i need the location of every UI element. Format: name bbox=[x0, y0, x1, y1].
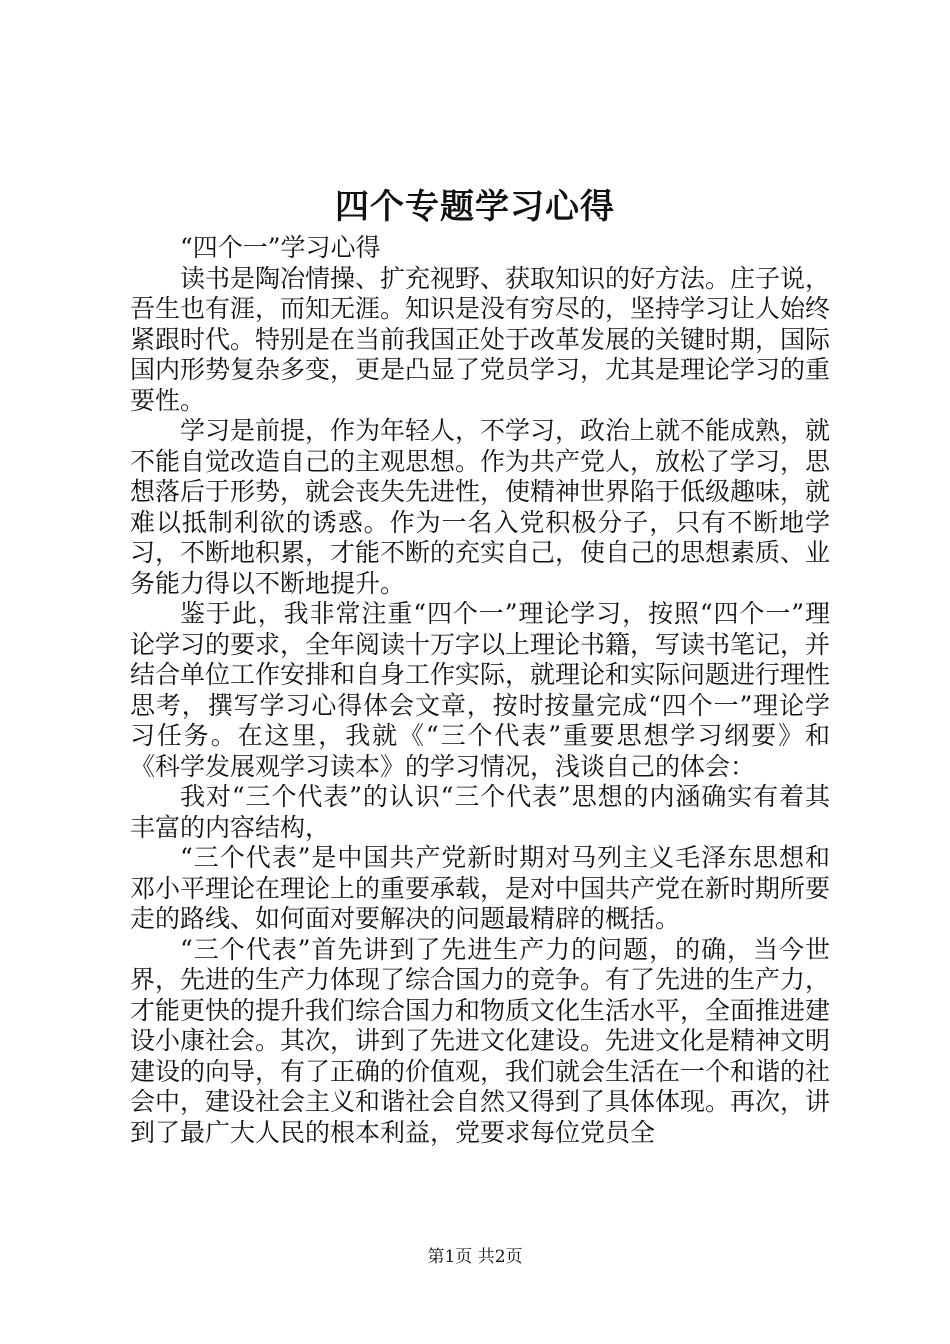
document-title: 四个专题学习心得 bbox=[335, 187, 615, 227]
document-body bbox=[130, 233, 830, 1148]
body-paragraph: “三个代表”是中国共产党新时期对马列主义毛泽东思想和邓小平理论在理论上的重要承载，是对中国共产党在新时期所要走的路线、如何面对要解决的问题最精辟的概括。 bbox=[130, 843, 831, 933]
body-paragraph: 我对“三个代表”的认识“三个代表”思想的内涵确实有着其丰富的内容结构， bbox=[130, 782, 830, 842]
body-paragraph: “四个一”学习心得 bbox=[180, 233, 381, 262]
body-paragraph: 学习是前提，作为年轻人，不学习，政治上就不能成熟，就不能自觉改造自己的主观思想。作为共产党人，放松了学习，思想落后于形势，就会丧失先进性，使精神世界陷于低级趣味，就难以抵制利欲的诱惑。作为一名入党积极分子，只有不断地学习，不断地积累，才能不断的充实自己，使自己的思想素质、业务能力得以不断地提升。 bbox=[130, 416, 831, 598]
body-paragraph: “三个代表”首先讲到了先进生产力的问题，的确，当今世界，先进的生产力体现了综合国力的竞争。有了先进的生产力，才能更快的提升我们综合国力和物质文化生活水平，全面推进建设小康社会。其次，讲到了先进文化建设。先进文化是精神文明建设的向导，有了正确的价值观，我们就会生活在一个和谐的社会中，建设社会主义和谐社会自然又得到了具体体现。再次，讲到了最广大人民的根本利益，党要求每位党员全 bbox=[130, 934, 831, 1147]
page-number-footer: 第1页 共2页 bbox=[427, 1247, 523, 1267]
body-paragraph: 读书是陶冶情操、扩充视野、获取知识的好方法。庄子说，吾生也有涯，而知无涯。知识是没有穷尽的，坚持学习让人始终紧跟时代。特别是在当前我国正处于改革发展的关键时期，国际国内形势复杂多变，更是凸显了党员学习，尤其是理论学习的重要性。 bbox=[130, 263, 831, 415]
body-paragraph: 鉴于此，我非常注重“四个一”理论学习，按照“四个一”理论学习的要求，全年阅读十万字以上理论书籍，写读书笔记，并结合单位工作安排和自身工作实际，就理论和实际问题进行理性思考，撰写学习心得体会文章，按时按量完成“四个一”理论学习任务。在这里，我就《“三个代表”重要思想学习纲要》和《科学发展观学习读本》的学习情况，浅谈自己的体会： bbox=[130, 599, 831, 781]
